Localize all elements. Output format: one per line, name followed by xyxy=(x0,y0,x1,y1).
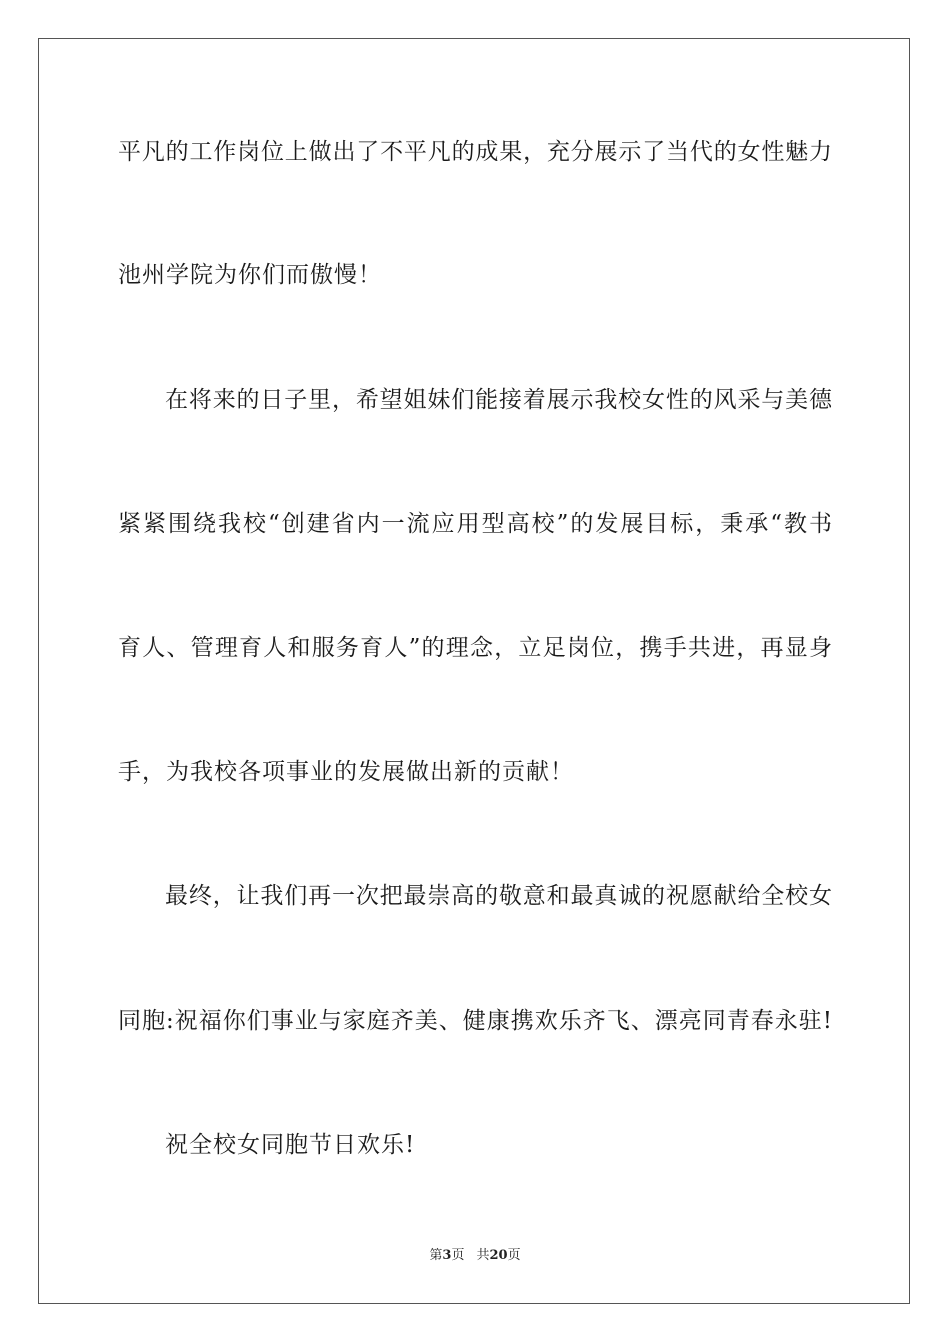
body-line-4: 紧紧围绕我校“创建省内一流应用型高校”的发展目标，秉承“教书 xyxy=(118,511,832,537)
footer-page-number: 3 xyxy=(442,1248,452,1263)
page-footer xyxy=(0,1247,950,1265)
body-line-9: 祝全校女同胞节日欢乐! xyxy=(165,1132,416,1158)
footer-total-pages: 20 xyxy=(489,1248,508,1263)
body-line-5: 育人、管理育人和服务育人”的理念，立足岗位，携手共进，再显身 xyxy=(118,635,832,661)
body-line-1: 平凡的工作岗位上做出了不平凡的成果，充分展示了当代的女性魅力 xyxy=(118,139,832,165)
footer-page-prefix: 第 xyxy=(429,1248,443,1263)
body-line-8: 同胞:祝福你们事业与家庭齐美、健康携欢乐齐飞、漂亮同青春永驻! xyxy=(118,1008,832,1034)
footer-total-prefix: 共 xyxy=(476,1248,490,1263)
body-line-3: 在将来的日子里，希望姐妹们能接着展示我校女性的风采与美德 xyxy=(165,387,832,413)
body-line-6: 手，为我校各项事业的发展做出新的贡献！ xyxy=(118,759,574,785)
body-line-7: 最终，让我们再一次把最崇高的敬意和最真诚的祝愿献给全校女 xyxy=(165,883,832,909)
page-border xyxy=(38,38,910,1304)
footer-total-suffix: 页 xyxy=(507,1248,521,1263)
body-line-2: 池州学院为你们而傲慢！ xyxy=(118,262,382,288)
footer-page-suffix: 页 xyxy=(451,1248,465,1263)
